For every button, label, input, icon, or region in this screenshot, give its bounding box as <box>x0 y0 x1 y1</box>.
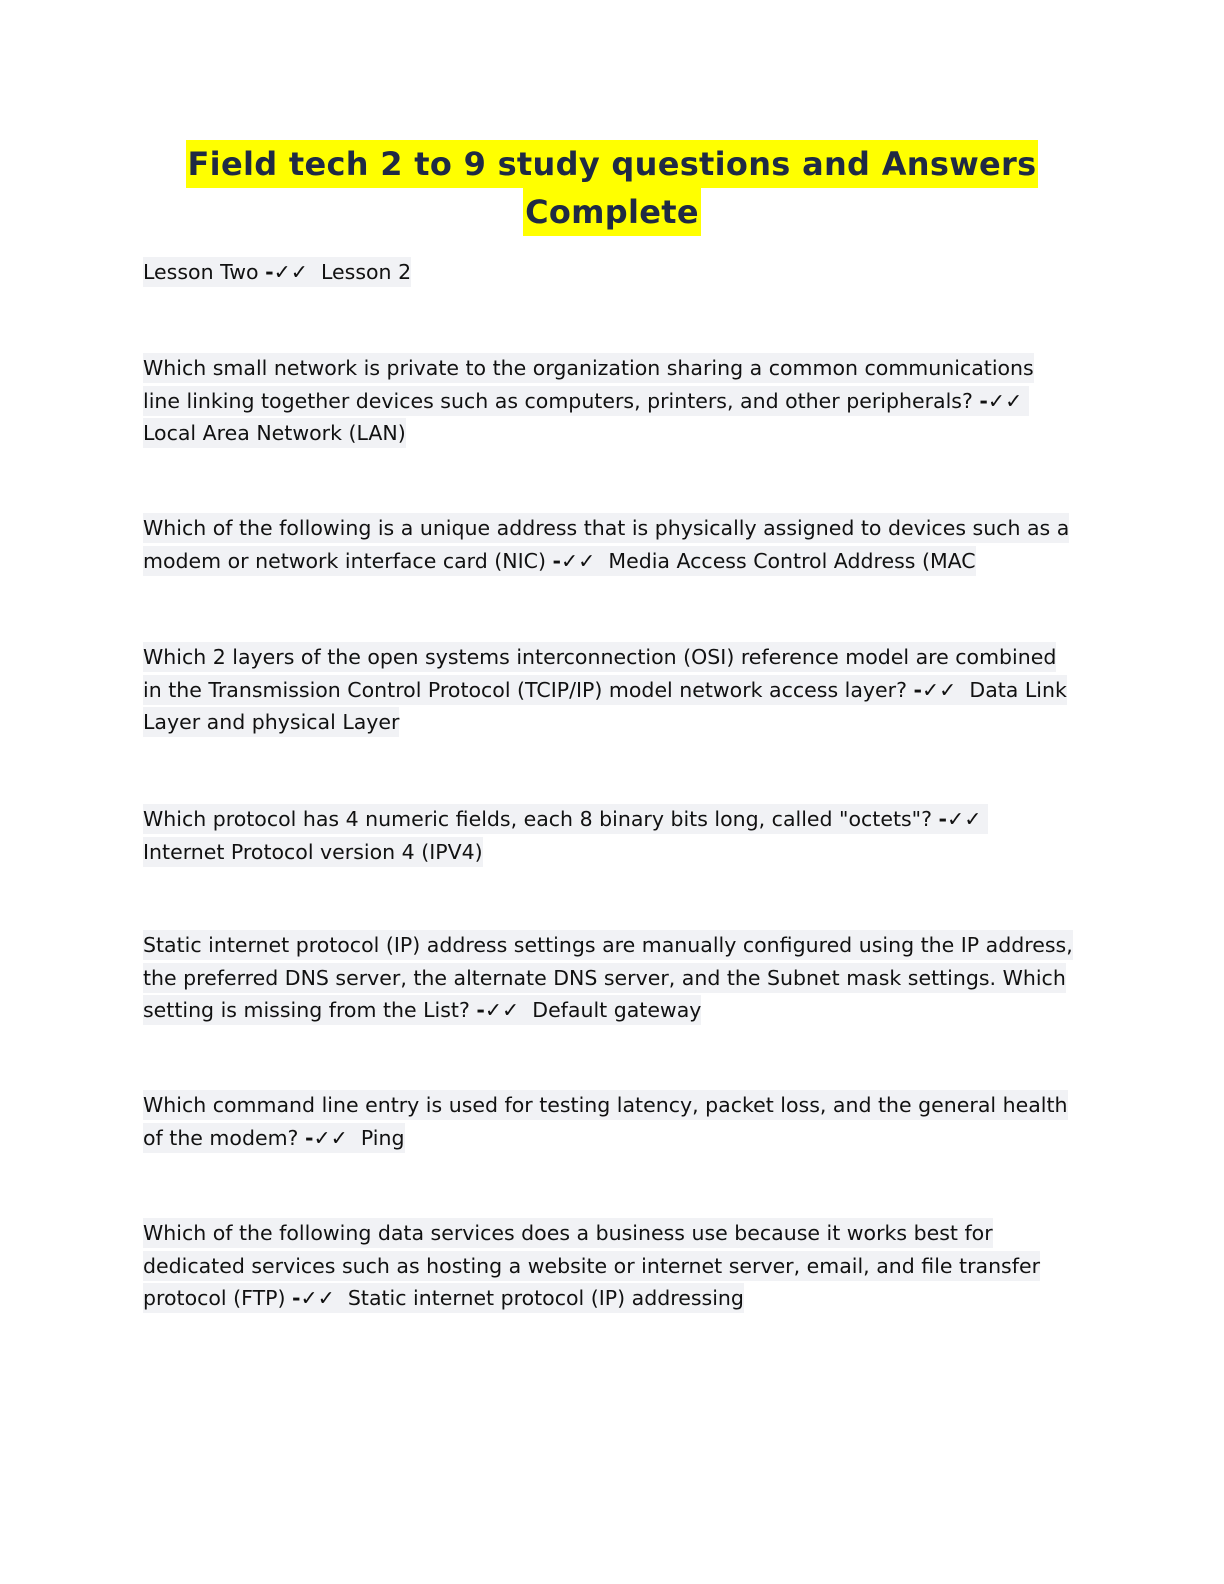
qa-item-osi <box>143 641 1073 739</box>
question-text: Which of the following data services does a business use because it works best for dedicated services such as hosting a website or internet server, email, and file transfer protocol (FTP) <box>143 1221 1040 1310</box>
qa-item-mac <box>143 512 1073 577</box>
check-mark: -✓✓ <box>476 998 520 1022</box>
title-line-1: Field tech 2 to 9 study questions and Answers <box>186 140 1039 188</box>
question-text: Which protocol has 4 numeric fields, each 8 binary bits long, called "octets"? <box>143 807 932 831</box>
question-text: Which small network is private to the organization sharing a common communications line linking together devices such as computers, printers, and other peripherals? <box>143 356 1034 413</box>
document-title <box>0 140 1224 236</box>
check-mark: -✓✓ <box>913 677 957 702</box>
qa-item-lesson-two <box>143 256 1073 289</box>
check-mark: -✓✓ <box>552 548 596 573</box>
qa-item-ping <box>143 1089 1073 1154</box>
question-text: Which 2 layers of the open systems interconnection (OSI) reference model are combined in the Transmission Control Protocol (TCIP/IP) model network access layer? <box>143 645 1057 702</box>
answer-text: Static internet protocol (IP) addressing <box>347 1286 744 1310</box>
question-text: Static internet protocol (IP) address settings are manually configured using the IP address, the preferred DNS server, the alternate DNS server, and the Subnet mask settings. Which setting is missing from the List? <box>143 933 1073 1022</box>
answer-text: Default gateway <box>532 998 702 1022</box>
check-mark: -✓✓ <box>304 1125 348 1150</box>
question-text: Lesson Two <box>143 260 259 284</box>
answer-text: Lesson 2 <box>320 260 412 284</box>
question-text: Which of the following is a unique address that is physically assigned to devices such as a modem or network interface card (NIC) <box>143 516 1070 573</box>
answer-text: Media Access Control Address (MAC <box>608 548 976 573</box>
check-mark: -✓✓ <box>979 388 1023 413</box>
answer-text: Local Area Network (LAN) <box>143 421 406 445</box>
answer-text: Internet Protocol version 4 (IPV4) <box>143 839 483 864</box>
qa-item-default-gateway <box>143 929 1073 1027</box>
check-mark: -✓✓ <box>938 807 982 831</box>
qa-item-lan <box>143 352 1073 450</box>
title-line-2: Complete <box>523 188 701 236</box>
check-mark: -✓✓ <box>265 260 308 284</box>
answer-text: Ping <box>360 1125 405 1150</box>
qa-item-static-ip <box>143 1217 1073 1315</box>
answer-text: Data Link Layer and physical Layer <box>143 677 1067 734</box>
qa-item-ipv4 <box>143 803 1073 868</box>
check-mark: -✓✓ <box>291 1286 335 1310</box>
question-text: Which command line entry is used for testing latency, packet loss, and the general health of the modem? <box>143 1093 1068 1150</box>
